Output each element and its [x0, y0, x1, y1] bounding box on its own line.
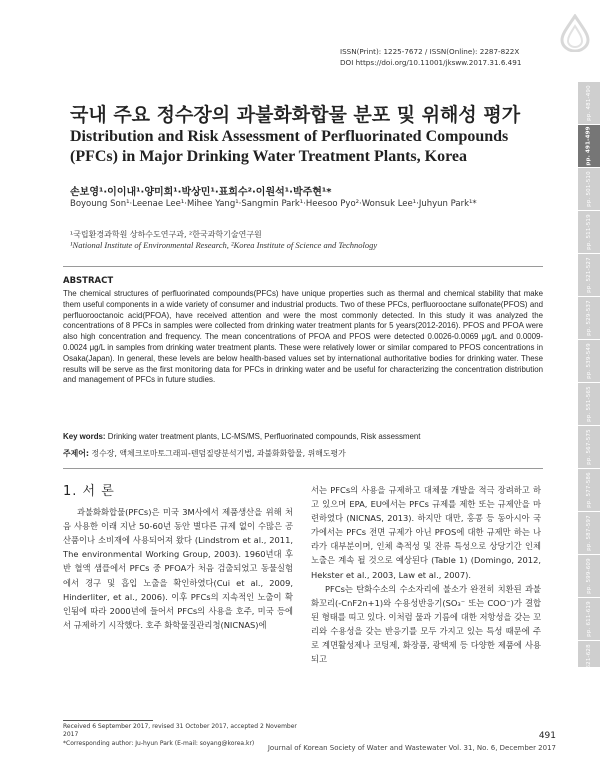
sidebar-item-label: pp. 511-519	[586, 214, 593, 250]
sidebar-item-page-range[interactable]	[578, 340, 600, 383]
keywords-korean	[63, 448, 543, 459]
body-paragraph: 서는 PFCs의 사용을 규제하고 대체물 개발을 적극 장려하고 하고 있으며 EPA, EU에서는 PFCs 규제를 제한 또는 규제안을 마련하였다 (NICNAS, 2013). 하지만 대만, 홍콩 등 동아시아 국가에서는 PFCs 전면 규제가 아닌 PFOS에 대한 규제만 하는 나라가 대부분이며, 인체 축적성 및 잔류 특성으로 상당기간 인체 노출은 계속 될 것으로 예상된다 (Table 1) (Domingo, 2012, Hekster et al., 2003, Law et al., 2007).	[311, 485, 541, 580]
divider	[63, 468, 543, 469]
sidebar-item-label: pp. 529-537	[586, 300, 593, 336]
sidebar-item-label: pp. 491-499	[586, 126, 593, 166]
sidebar-item-page-range[interactable]	[578, 254, 600, 297]
keywords-text: Drinking water treatment plants, LC-MS/MS, Perfluorinated compounds, Risk assessment	[107, 432, 421, 441]
sidebar-item-label: pp. 481-490	[586, 85, 593, 121]
sidebar-item-page-range[interactable]	[578, 297, 600, 340]
affiliation-korean: ¹국립환경과학원 상하수도연구과, ²한국과학기술연구원	[70, 230, 262, 239]
sidebar-item-label: pp. 587-597	[586, 515, 593, 551]
sidebar-item-page-range[interactable]	[578, 383, 600, 426]
sidebar-item-label: pp. 599-609	[586, 558, 593, 594]
body-paragraph: 과불화화합물(PFCs)은 미국 3M사에서 제품생산을 위해 처음 사용한 이래 지난 50-60년 동안 별다른 규제 없이 수많은 공산품이나 소비재에 사용되어져 왔다 (Lindstrom et al., 2011, The environmental Working Group, 2003). 1960년대 후반 혈액 샘플에서 PFCs 중 PFOA가 처음 검출되었고 동물실험에서 경구 및 흡입 노출을 확인하였다(Cui et al., 2009, Hinderliter, et al., 2006). 이후 PFCs의 지속적인 노출이 확인됨에 따라 2000년에 들어서 PFCs의 사용을 호주, 미국 등에서 규제하기 시작했다. 호주 화학물질관리청(NICNAS)에	[63, 507, 293, 630]
sidebar-item-page-range[interactable]	[578, 512, 600, 555]
divider	[63, 266, 543, 267]
footnote-divider	[63, 720, 153, 721]
water-drop-icon	[558, 14, 592, 52]
issn-block	[340, 46, 521, 68]
page-range-sidebar	[578, 82, 600, 680]
keywords-english	[63, 432, 543, 441]
issn-text: ISSN(Print): 1225-7672 / ISSN(Online): 2287-822X	[340, 47, 520, 56]
sidebar-item-page-range[interactable]	[578, 555, 600, 598]
sidebar-item-label: pp. 501-510	[586, 171, 593, 207]
abstract-text: The chemical structures of perfluorinated compounds(PFCs) have unique properties such as thermal and chemical stability that make them useful components in a wide variety of consumer and industrial products. Two of these PFCs, perfluorooctane sulfonate(PFOS) and perfluorooctanoic acid(PFOA), have received attention and were the most commonly detected. In this study it was analyzed the concentrations of 8 PFCs in samples were collected from drinking water treatment plants for 5 years(2012-2016). PFOS and PFOA were also high concentration and frequency. The mean concentrations of PFOA and PFOS were detected 0.0026-0.0069 μg/L and 0.0009-0.0024 μg/L in samples from drinking water treatment plants. These were relatively lower or similar compared to PFOS concentrations in Osaka(Japan). In general, these levels are below health-based values set by international authoritative bodies for drinking water. These results will be serve as the first monitoring data for PFCs in drinking water and be useful for characterizing the concentration distribution and management of PFCs in future studies.	[63, 289, 543, 385]
sidebar-item-label: pp. 611-619	[586, 601, 593, 637]
sidebar-item-label: pp. 567-575	[586, 429, 593, 465]
sidebar-item-page-range[interactable]	[578, 168, 600, 211]
sidebar-item-page-range[interactable]	[578, 82, 600, 125]
sidebar-item-label: pp. 521-527	[586, 257, 593, 293]
sidebar-item-label: pp. 551-565	[586, 386, 593, 422]
sidebar-item-page-range[interactable]	[578, 125, 600, 168]
page-number: 491	[538, 731, 556, 741]
keywords-label: Key words:	[63, 432, 106, 441]
authors-korean: 손보영¹·이이내¹·양미희¹·박상민¹·표희수²·이원석¹·박주현¹*	[70, 187, 332, 198]
sidebar-item-page-range[interactable]	[578, 211, 600, 254]
sidebar-item-page-range[interactable]	[578, 641, 600, 684]
authors-english: Boyoung Son¹·Leenae Lee¹·Mihee Yang¹·Sangmin Park¹·Heesoo Pyo²·Wonsuk Lee¹·Juhyun Park¹*	[70, 199, 477, 209]
body-right-column	[311, 483, 541, 666]
sidebar-item-page-range[interactable]	[578, 598, 600, 641]
title-english: Distribution and Risk Assessment of Perfluorinated Compounds (PFCs) in Major Drinking Water Treatment Plants, Korea	[70, 128, 509, 165]
body-paragraph: PFCs는 탄화수소의 수소자리에 불소가 완전히 치환된 과불화꼬리(-CnF2n+1)와 수용성반응기(SO₃⁻ 또는 COO⁻)가 결합된 형태를 띠고 있다. 이처럼 물과 기름에 대한 저항성을 갖는 꼬리와 수용성을 갖는 반응기를 모두 가지고 있는 특성 때문에 주로 계면활성제나 코팅제, 화장품, 광택제 등 다양한 제품에 사용되고	[311, 583, 541, 665]
sidebar-item-page-range[interactable]	[578, 426, 600, 469]
sidebar-item-label: pp. 539-549	[586, 343, 593, 379]
corresponding-author: *Corresponding author: Ju-hyun Park (E-mail: soyang@korea.kr)	[63, 739, 255, 747]
section-heading: 1. 서 론	[63, 484, 115, 499]
affiliation-english: ¹National Institute of Environmental Research, ²Korea Institute of Science and Technology	[70, 240, 378, 250]
sidebar-item-page-range[interactable]	[578, 469, 600, 512]
abstract-heading: ABSTRACT	[63, 276, 114, 286]
journal-citation: Journal of Korean Society of Water and Wastewater Vol. 31, No. 6, December 2017	[267, 744, 556, 752]
doi-link[interactable]: DOI https://doi.org/10.11001/jksww.2017.31.6.491	[340, 58, 522, 67]
title-korean: 국내 주요 정수장의 과불화화합물 분포 및 위해성 평가	[70, 104, 521, 126]
keywords-label-ko: 주제어:	[63, 449, 90, 458]
body-left-column	[63, 485, 293, 632]
sidebar-item-label: pp. 577-586	[586, 472, 593, 508]
keywords-text-ko: 정수장, 액체크로마토그래피-텐덤질량분석기법, 과불화화합물, 위해도평가	[91, 449, 346, 458]
sidebar-item-label: pp. 621-628	[586, 644, 593, 680]
received-dates: Received 6 September 2017, revised 31 October 2017, accepted 2 November 2017	[63, 723, 297, 739]
